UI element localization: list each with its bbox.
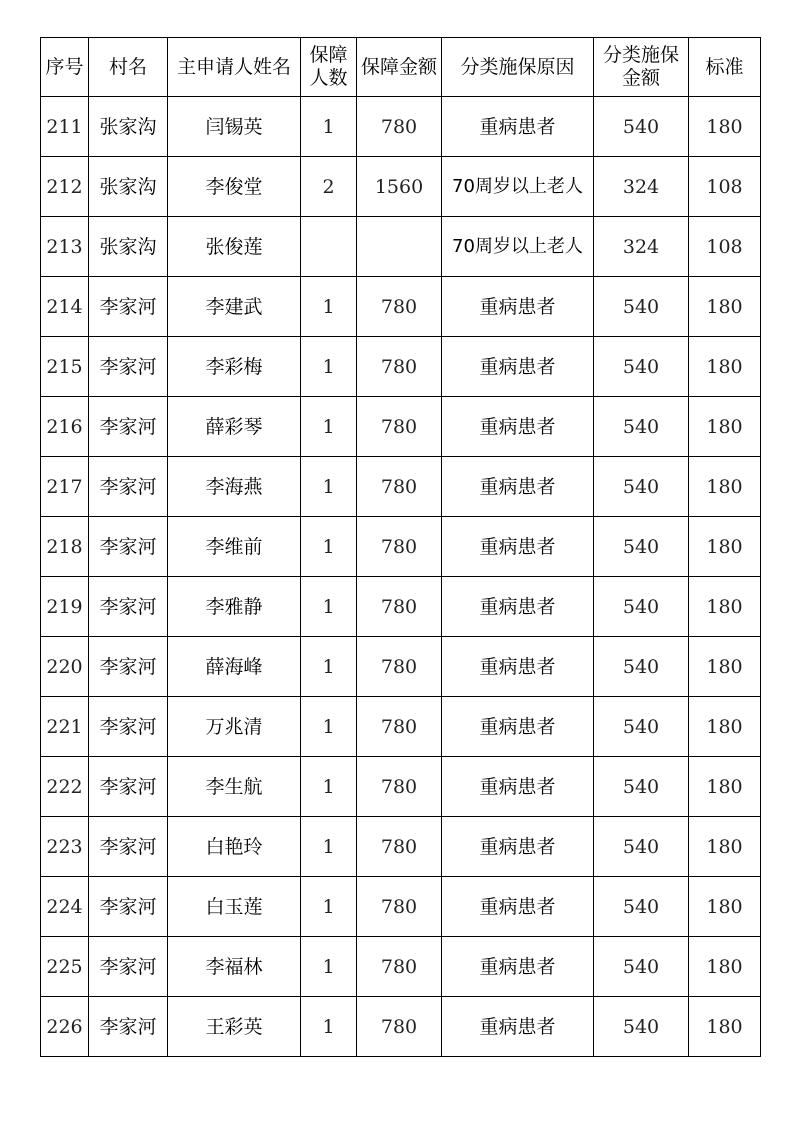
cell-village: 李家河 <box>89 397 168 457</box>
cell-village: 李家河 <box>89 517 168 577</box>
cell-seq: 211 <box>41 97 89 157</box>
cell-village: 李家河 <box>89 817 168 877</box>
cell-reason: 重病患者 <box>442 337 594 397</box>
cell-reason: 70周岁以上老人 <box>442 217 594 277</box>
cell-category-amount: 540 <box>594 937 689 997</box>
cell-standard: 180 <box>689 697 761 757</box>
subsidy-roster-table <box>40 37 761 1057</box>
cell-seq: 224 <box>41 877 89 937</box>
cell-village: 李家河 <box>89 337 168 397</box>
cell-seq: 226 <box>41 997 89 1057</box>
cell-applicant: 李海燕 <box>168 457 301 517</box>
table-row <box>41 337 761 397</box>
cell-amount: 780 <box>357 337 442 397</box>
cell-persons: 1 <box>301 997 357 1057</box>
table-row <box>41 757 761 817</box>
table-row <box>41 517 761 577</box>
cell-category-amount: 540 <box>594 577 689 637</box>
cell-standard: 180 <box>689 877 761 937</box>
table-row <box>41 817 761 877</box>
cell-standard: 180 <box>689 457 761 517</box>
cell-category-amount: 324 <box>594 217 689 277</box>
cell-reason: 重病患者 <box>442 577 594 637</box>
header-standard: 标准 <box>689 38 761 97</box>
cell-category-amount: 324 <box>594 157 689 217</box>
cell-seq: 215 <box>41 337 89 397</box>
table-row <box>41 457 761 517</box>
header-persons: 保障人数 <box>301 38 357 97</box>
table-row <box>41 157 761 217</box>
cell-seq: 222 <box>41 757 89 817</box>
cell-seq: 220 <box>41 637 89 697</box>
cell-persons: 1 <box>301 757 357 817</box>
cell-persons: 1 <box>301 457 357 517</box>
cell-persons: 1 <box>301 817 357 877</box>
cell-reason: 重病患者 <box>442 757 594 817</box>
table-row <box>41 937 761 997</box>
cell-village: 李家河 <box>89 937 168 997</box>
cell-category-amount: 540 <box>594 817 689 877</box>
cell-standard: 180 <box>689 817 761 877</box>
cell-seq: 214 <box>41 277 89 337</box>
cell-category-amount: 540 <box>594 397 689 457</box>
cell-standard: 180 <box>689 337 761 397</box>
cell-amount: 1560 <box>357 157 442 217</box>
cell-applicant: 李福林 <box>168 937 301 997</box>
cell-village: 李家河 <box>89 877 168 937</box>
table-row <box>41 397 761 457</box>
cell-seq: 221 <box>41 697 89 757</box>
cell-reason: 重病患者 <box>442 997 594 1057</box>
cell-applicant: 李维前 <box>168 517 301 577</box>
cell-applicant: 李生航 <box>168 757 301 817</box>
cell-applicant: 李彩梅 <box>168 337 301 397</box>
cell-category-amount: 540 <box>594 457 689 517</box>
cell-amount: 780 <box>357 577 442 637</box>
cell-reason: 重病患者 <box>442 277 594 337</box>
cell-reason: 重病患者 <box>442 517 594 577</box>
cell-reason: 重病患者 <box>442 397 594 457</box>
cell-applicant: 王彩英 <box>168 997 301 1057</box>
cell-applicant: 白艳玲 <box>168 817 301 877</box>
cell-persons: 2 <box>301 157 357 217</box>
table-header <box>41 38 761 97</box>
cell-persons: 1 <box>301 877 357 937</box>
cell-amount: 780 <box>357 757 442 817</box>
header-reason: 分类施保原因 <box>442 38 594 97</box>
cell-persons <box>301 217 357 277</box>
cell-persons: 1 <box>301 97 357 157</box>
cell-amount: 780 <box>357 997 442 1057</box>
cell-category-amount: 540 <box>594 517 689 577</box>
cell-village: 李家河 <box>89 757 168 817</box>
cell-persons: 1 <box>301 517 357 577</box>
cell-amount: 780 <box>357 517 442 577</box>
cell-seq: 218 <box>41 517 89 577</box>
cell-amount: 780 <box>357 697 442 757</box>
cell-category-amount: 540 <box>594 697 689 757</box>
header-category-amount: 分类施保金额 <box>594 38 689 97</box>
cell-standard: 180 <box>689 397 761 457</box>
cell-seq: 225 <box>41 937 89 997</box>
cell-village: 张家沟 <box>89 157 168 217</box>
cell-persons: 1 <box>301 577 357 637</box>
cell-persons: 1 <box>301 277 357 337</box>
cell-standard: 180 <box>689 517 761 577</box>
cell-category-amount: 540 <box>594 337 689 397</box>
cell-applicant: 李建武 <box>168 277 301 337</box>
cell-seq: 223 <box>41 817 89 877</box>
cell-standard: 180 <box>689 757 761 817</box>
cell-category-amount: 540 <box>594 997 689 1057</box>
cell-standard: 108 <box>689 217 761 277</box>
cell-amount: 780 <box>357 277 442 337</box>
cell-reason: 重病患者 <box>442 697 594 757</box>
cell-village: 李家河 <box>89 577 168 637</box>
cell-applicant: 薛海峰 <box>168 637 301 697</box>
cell-standard: 180 <box>689 577 761 637</box>
cell-seq: 219 <box>41 577 89 637</box>
cell-applicant: 张俊莲 <box>168 217 301 277</box>
cell-reason: 70周岁以上老人 <box>442 157 594 217</box>
cell-category-amount: 540 <box>594 637 689 697</box>
cell-seq: 216 <box>41 397 89 457</box>
cell-category-amount: 540 <box>594 277 689 337</box>
cell-village: 李家河 <box>89 997 168 1057</box>
cell-persons: 1 <box>301 637 357 697</box>
cell-amount: 780 <box>357 937 442 997</box>
cell-amount: 780 <box>357 817 442 877</box>
cell-village: 张家沟 <box>89 217 168 277</box>
cell-standard: 108 <box>689 157 761 217</box>
cell-applicant: 李雅静 <box>168 577 301 637</box>
table-row <box>41 277 761 337</box>
table-row <box>41 217 761 277</box>
cell-reason: 重病患者 <box>442 637 594 697</box>
cell-reason: 重病患者 <box>442 457 594 517</box>
cell-seq: 212 <box>41 157 89 217</box>
cell-seq: 217 <box>41 457 89 517</box>
cell-reason: 重病患者 <box>442 817 594 877</box>
table-row <box>41 997 761 1057</box>
cell-village: 李家河 <box>89 277 168 337</box>
cell-village: 李家河 <box>89 457 168 517</box>
table-row <box>41 637 761 697</box>
table-row <box>41 577 761 637</box>
cell-amount: 780 <box>357 637 442 697</box>
cell-applicant: 万兆清 <box>168 697 301 757</box>
table-row <box>41 877 761 937</box>
cell-category-amount: 540 <box>594 757 689 817</box>
cell-persons: 1 <box>301 697 357 757</box>
cell-persons: 1 <box>301 337 357 397</box>
table-row <box>41 97 761 157</box>
cell-seq: 213 <box>41 217 89 277</box>
header-row <box>41 38 761 97</box>
cell-standard: 180 <box>689 97 761 157</box>
cell-standard: 180 <box>689 637 761 697</box>
cell-standard: 180 <box>689 997 761 1057</box>
cell-reason: 重病患者 <box>442 97 594 157</box>
cell-applicant: 闫锡英 <box>168 97 301 157</box>
cell-category-amount: 540 <box>594 877 689 937</box>
cell-standard: 180 <box>689 937 761 997</box>
cell-applicant: 薛彩琴 <box>168 397 301 457</box>
cell-village: 张家沟 <box>89 97 168 157</box>
header-village: 村名 <box>89 38 168 97</box>
cell-standard: 180 <box>689 277 761 337</box>
cell-amount: 780 <box>357 457 442 517</box>
cell-village: 李家河 <box>89 637 168 697</box>
header-amount: 保障金额 <box>357 38 442 97</box>
header-applicant: 主申请人姓名 <box>168 38 301 97</box>
cell-applicant: 李俊堂 <box>168 157 301 217</box>
cell-amount <box>357 217 442 277</box>
header-seq: 序号 <box>41 38 89 97</box>
cell-amount: 780 <box>357 877 442 937</box>
cell-reason: 重病患者 <box>442 937 594 997</box>
cell-persons: 1 <box>301 937 357 997</box>
table-row <box>41 697 761 757</box>
table-body <box>41 97 761 1057</box>
cell-amount: 780 <box>357 97 442 157</box>
cell-amount: 780 <box>357 397 442 457</box>
cell-persons: 1 <box>301 397 357 457</box>
cell-category-amount: 540 <box>594 97 689 157</box>
cell-applicant: 白玉莲 <box>168 877 301 937</box>
cell-reason: 重病患者 <box>442 877 594 937</box>
cell-village: 李家河 <box>89 697 168 757</box>
